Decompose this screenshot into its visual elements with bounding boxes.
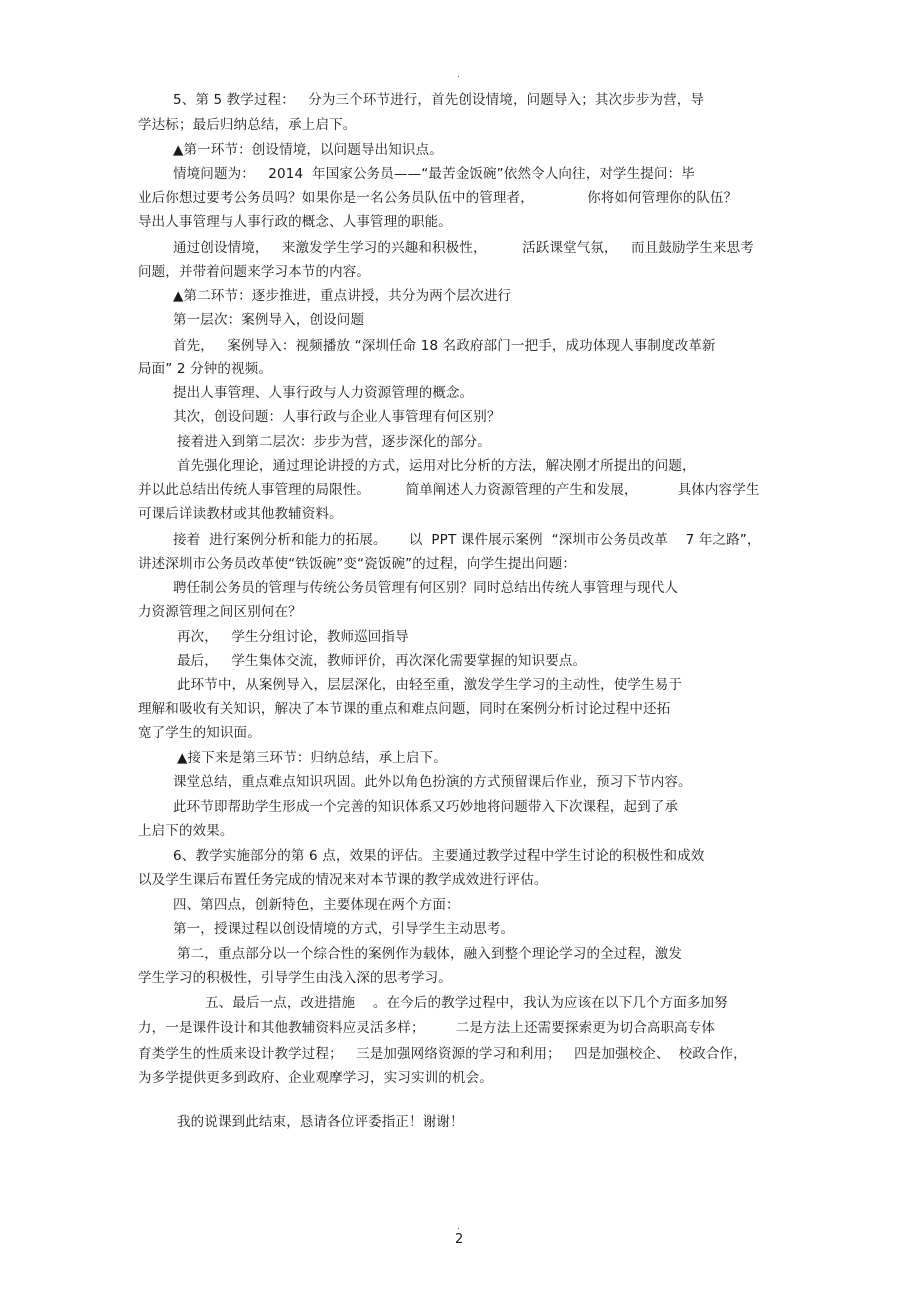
text-line: 问题，并带着问题来学习本节的内容。 [138, 264, 371, 280]
text-line: 学达标；最后归纳总结，承上启下。 [138, 117, 357, 133]
text-line: 导出人事管理与人事行政的概念、人事管理的职能。 [138, 214, 452, 230]
text-line: ▲第二环节：逐步推进，重点讲授，共分为两个层次进行 [173, 288, 512, 304]
text-line: 学生学习的积极性，引导学生由浅入深的思考学习。 [138, 970, 452, 986]
text-line: 五、最后一点，改进措施 。在今后的教学过程中，我认为应该在以下几个方面多加努 [205, 995, 728, 1011]
text-line: 接着进入到第二层次：步步为营，逐步深化的部分。 [177, 434, 491, 450]
text-line: 通过创设情境， 来激发学生学习的兴趣和积极性， 活跃课堂气氛， 而且鼓励学生来思考 [173, 240, 754, 256]
page-number: 2 [455, 1232, 464, 1247]
text-line: 第一层次：案例导入，创设问题 [173, 312, 365, 328]
text-line: 首先强化理论，通过理论讲授的方式，运用对比分析的方法，解决刚才所提出的问题， [177, 458, 696, 474]
text-line: 最后， 学生集体交流，教师评价，再次深化需要掌握的知识要点。 [177, 653, 587, 669]
text-line: 提出人事管理、人事行政与人力资源管理的概念。 [173, 385, 474, 401]
text-line: 上启下的效果。 [138, 823, 234, 839]
text-line: 聘任制公务员的管理与传统公务员管理有何区别？同时总结出传统人事管理与现代人 [173, 580, 679, 596]
text-line: 局面” 2 分钟的视频。 [138, 361, 272, 377]
text-line: 讲述深圳市公务员改革使“铁饭碗”变“瓷饭碗”的过程，向学生提出问题： [138, 556, 577, 572]
text-line: 首先， 案例导入：视频播放 “深圳任命 18 名政府部门一把手，成功体现人事制度改革新 [173, 338, 716, 354]
text-line: 此环节中，从案例导入，层层深化，由轻至重，激发学生学习的主动性，使学生易于 [177, 677, 683, 693]
text-line: 四、第四点，创新特色，主要体现在两个方面： [173, 897, 460, 913]
text-line: 其次，创设问题：人事行政与企业人事管理有何区别？ [173, 409, 501, 425]
text-line: 宽了学生的知识面。 [138, 725, 261, 741]
text-line: 力资源管理之间区别何在？ [138, 604, 302, 620]
text-line: 课堂总结，重点难点知识巩固。此外以角色扮演的方式预留课后作业，预习下节内容。 [173, 774, 692, 790]
text-line: 我的说课到此结束，恳请各位评委指正！谢谢！ [177, 1114, 464, 1130]
text-line: 育类学生的性质来设计教学过程； 三是加强网络资源的学习和利用； 四是加强校企、 校政合作， [138, 1046, 747, 1062]
text-line: 力，一是课件设计和其他教辅资料应灵活多样； 二是方法上还需要探索更为切合高职高专体 [138, 1020, 716, 1036]
header-mark: . [457, 70, 460, 80]
text-line: 6、教学实施部分的第 6 点，效果的评估。主要通过教学过程中学生讨论的积极性和成效 [173, 848, 705, 864]
text-line: 可课后详读教材或其他教辅资料。 [138, 506, 343, 522]
text-line: 并以此总结出传统人事管理的局限性。 简单阐述人力资源管理的产生和发展， 具体内容学生 [138, 482, 760, 498]
text-line: ▲接下来是第三环节：归纳总结，承上启下。 [177, 750, 447, 766]
text-line: 第二，重点部分以一个综合性的案例作为载体，融入到整个理论学习的全过程，激发 [177, 946, 683, 962]
text-line: 业后你想过要考公务员吗？如果你是一名公务员队伍中的管理者， 你将如何管理你的队伍？ [138, 190, 738, 206]
text-line: 此环节即帮助学生形成一个完善的知识体系又巧妙地将问题带入下次课程，起到了承 [173, 799, 679, 815]
text-line: 理解和吸收有关知识，解决了本节课的重点和难点问题，同时在案例分析讨论过程中还拓 [138, 701, 671, 717]
text-line: 接着 进行案例分析和能力的拓展。 以 PPT 课件展示案例 “深圳市公务员改革 7 年之路”， [173, 532, 761, 548]
text-line: 5、第 5 教学过程： 分为三个环节进行，首先创设情境，问题导入；其次步步为营，导 [173, 92, 705, 108]
text-line: 再次， 学生分组讨论，教师巡回指导 [177, 629, 409, 645]
footer-mark: . [457, 1222, 460, 1232]
text-line: 第一，授课过程以创设情境的方式，引导学生主动思考。 [173, 921, 515, 937]
text-line: 以及学生课后布置任务完成的情况来对本节课的教学成效进行评估。 [138, 872, 548, 888]
text-line: 为多学提供更多到政府、企业观摩学习，实习实训的机会。 [138, 1070, 493, 1086]
text-line: ▲第一环节：创设情境，以问题导出知识点。 [173, 142, 443, 158]
text-line: 情境问题为： 2014 年国家公务员——“最苦金饭碗”依然令人向往，对学生提问：毕 [173, 166, 695, 182]
